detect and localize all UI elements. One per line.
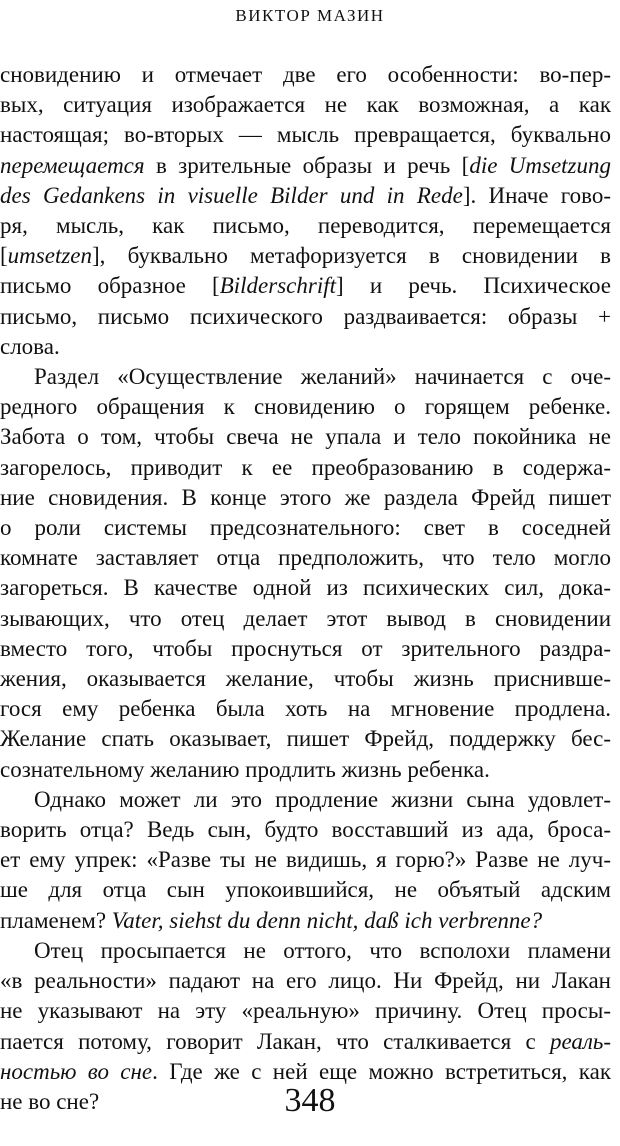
- text-run: Раздел «Осуществление желаний» начинается с оче-: [34, 364, 611, 390]
- text-line: [0, 513, 611, 543]
- text-run: Желание спать оказывает, пишет Фрейд, поддержку бес-: [0, 726, 611, 752]
- text-run: Однако может ли это продление жизни сына удовлет-: [34, 786, 611, 812]
- text-line: [0, 936, 611, 966]
- text-run: не указывают на эту «реальную» причину. Отец просы-: [0, 998, 611, 1024]
- text-run: жения, оказывается желание, чтобы жизнь приснивше-: [0, 666, 611, 692]
- paragraph: [0, 785, 611, 936]
- italic-text: Bilderschrift: [219, 273, 336, 299]
- text-run: ние сновидения. В конце этого же раздела Фрейд пишет: [0, 484, 611, 510]
- text-line: [0, 845, 611, 875]
- text-run: «в реальности» падают на его лицо. Ни Фрейд, ни Лакан: [0, 968, 611, 994]
- text-run: загореться. В качестве одной из психических сил, дока-: [0, 575, 611, 601]
- text-line: [0, 90, 611, 120]
- text-line: [0, 815, 611, 845]
- text-line: [0, 392, 611, 422]
- text-line: [0, 694, 611, 724]
- text-run: Забота о том, чтобы свеча не упала и тело покойника не: [0, 424, 611, 450]
- text-line: [0, 634, 611, 664]
- text-line: [0, 543, 611, 573]
- paragraph: [0, 60, 611, 362]
- paragraph: [0, 362, 611, 785]
- italic-text: перемещается: [0, 152, 145, 178]
- text-run: ] и речь. Психическое: [336, 273, 611, 299]
- text-run: слова.: [0, 333, 60, 359]
- text-line: [0, 332, 611, 362]
- text-run: зывающих, что отец делает этот вывод в сновидении: [0, 605, 611, 631]
- text-line: [0, 664, 611, 694]
- text-run: о роли системы предсознательного: свет в соседней: [0, 515, 611, 541]
- text-run: сознательному желанию продлить жизнь ребенка.: [0, 756, 490, 782]
- text-run: гося ему ребенка была хоть на мгновение продлена.: [0, 696, 611, 722]
- italic-text: реаль-: [549, 1028, 611, 1054]
- text-line: [0, 966, 611, 996]
- text-run: письмо, письмо психического раздваивается: образы +: [0, 303, 611, 329]
- text-line: [0, 1027, 611, 1057]
- text-line: [0, 181, 611, 211]
- italic-text: ностью во сне: [0, 1058, 153, 1084]
- text-run: не во сне?: [0, 1088, 100, 1114]
- text-run: ше для отца сын упокоившийся, не объятый адским: [0, 877, 611, 903]
- text-run: пается потому, говорит Лакан, что сталкивается с: [0, 1028, 550, 1054]
- text-run: в зрительные образы и речь [: [144, 152, 470, 178]
- text-run: пламенем?: [0, 907, 112, 933]
- text-run: вместо того, чтобы проснуться от зрительного раздра-: [0, 635, 611, 661]
- text-run: . Где же с ней еще можно встретиться, как: [152, 1058, 611, 1084]
- italic-text: Vater, siehst du denn nicht, daß ich verbrenne?: [111, 907, 543, 933]
- text-line: [0, 60, 611, 90]
- text-line: [0, 211, 611, 241]
- text-line: [0, 875, 611, 905]
- page-number: 348: [284, 1082, 336, 1119]
- text-line: [0, 241, 611, 271]
- text-line: [0, 785, 611, 815]
- text-run: ]. Иначе гово-: [462, 182, 611, 208]
- text-run: вых, ситуация изображается не как возможная, а как: [0, 92, 611, 118]
- text-run: комнате заставляет отца предположить, что тело могло: [0, 545, 611, 571]
- italic-text: umsetzen: [7, 243, 92, 269]
- text-line: [0, 271, 611, 301]
- text-run: письмо образное [: [0, 273, 220, 299]
- text-run: редного обращения к сновидению о горящем ребенке.: [0, 394, 611, 420]
- text-run: [: [0, 243, 8, 269]
- text-line: [0, 453, 611, 483]
- text-run: ], буквально метафоризуется в сновидении в: [92, 243, 611, 269]
- text-run: ря, мысль, как письмо, переводится, перемещается: [0, 213, 611, 239]
- text-run: сновидению и отмечает две его особенности: во-пер-: [0, 62, 611, 87]
- text-line: [0, 302, 611, 332]
- text-line: [0, 151, 611, 181]
- text-run: ет ему упрек: «Разве ты не видишь, я горю?» Разве не луч-: [0, 847, 611, 873]
- text-run: Отец просыпается не оттого, что всполохи пламени: [34, 937, 611, 963]
- italic-text: die Umsetzung: [469, 152, 611, 178]
- body-text: [0, 60, 611, 1117]
- text-line: [0, 573, 611, 603]
- text-line: [0, 422, 611, 452]
- text-line: [0, 362, 611, 392]
- text-line: [0, 724, 611, 754]
- text-line: [0, 483, 611, 513]
- text-line: [0, 120, 611, 150]
- text-line: [0, 996, 611, 1026]
- text-run: настоящая; во-вторых — мысль превращается, буквально: [0, 122, 611, 148]
- text-line: [0, 906, 611, 936]
- text-run: ворить отца? Ведь сын, будто восставший из ада, броса-: [0, 817, 611, 843]
- text-run: загорелось, приводит к ее преобразованию в содержа-: [0, 454, 611, 480]
- text-line: [0, 755, 611, 785]
- italic-text: des Gedankens in visuelle Bilder und in Rede: [0, 182, 463, 208]
- text-line: [0, 604, 611, 634]
- running-header: ВИКТОР МАЗИН: [235, 6, 385, 25]
